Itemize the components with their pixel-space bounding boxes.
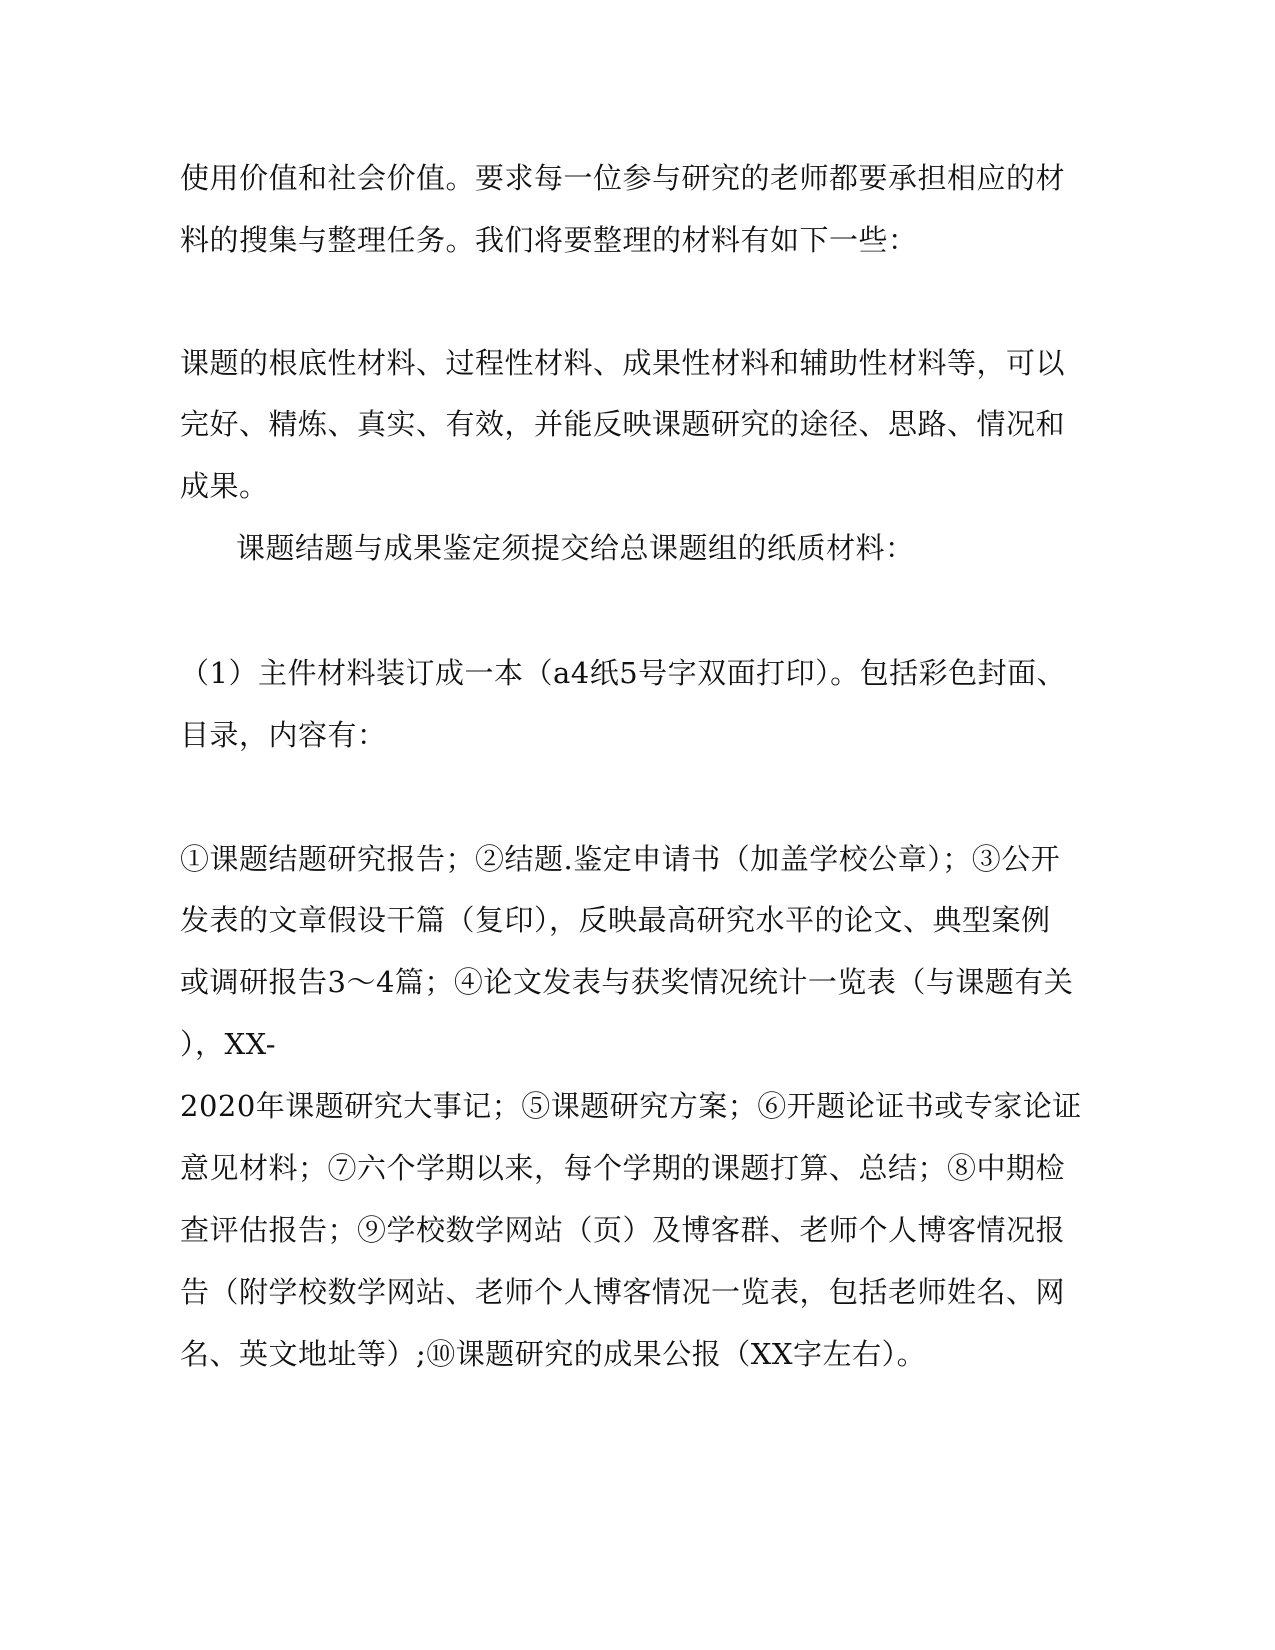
paragraph-line: 目录，内容有： <box>180 718 387 752</box>
paragraph-line: 或调研报告3～4篇；④论文发表与获奖情况统计一览表（与课题有关 <box>180 965 1074 999</box>
paragraph-line: 使用价值和社会价值。要求每一位参与研究的老师都要承担相应的材 <box>180 161 1066 195</box>
paragraph-line: 名、英文地址等）;⑩课题研究的成果公报（XX字左右）。 <box>180 1337 927 1371</box>
paragraph-line: ①课题结题研究报告；②结题.鉴定申请书（加盖学校公章）；③公开 <box>180 842 1061 876</box>
paragraph-line: 发表的文章假设干篇（复印），反映最高研究水平的论文、典型案例 <box>180 903 1051 937</box>
paragraph-line: 2020年课题研究大事记；⑤课题研究方案；⑥开题论证书或专家论证 <box>180 1089 1082 1123</box>
paragraph-line: 成果。 <box>180 469 269 503</box>
paragraph-line: 完好、精炼、真实、有效，并能反映课题研究的途径、思路、情况和 <box>180 407 1066 441</box>
paragraph-line: 料的搜集与整理任务。我们将要整理的材料有如下一些： <box>180 223 918 257</box>
paragraph-line: 课题结题与成果鉴定须提交给总课题组的纸质材料： <box>236 531 915 565</box>
paragraph-line: 告（附学校数学网站、老师个人博客情况一览表，包括老师姓名、网 <box>180 1275 1066 1309</box>
paragraph-line: 课题的根底性材料、过程性材料、成果性材料和辅助性材料等，可以 <box>180 346 1066 380</box>
paragraph-line: （1）主件材料装订成一本（a4纸5号字双面打印）。包括彩色封面、 <box>180 656 1067 690</box>
paragraph-line: 查评估报告；⑨学校数学网站（页）及博客群、老师个人博客情况报 <box>180 1213 1066 1247</box>
paragraph-line: 意见材料；⑦六个学期以来，每个学期的课题打算、总结；⑧中期检 <box>180 1151 1066 1185</box>
paragraph-line: ），XX- <box>180 1027 277 1061</box>
